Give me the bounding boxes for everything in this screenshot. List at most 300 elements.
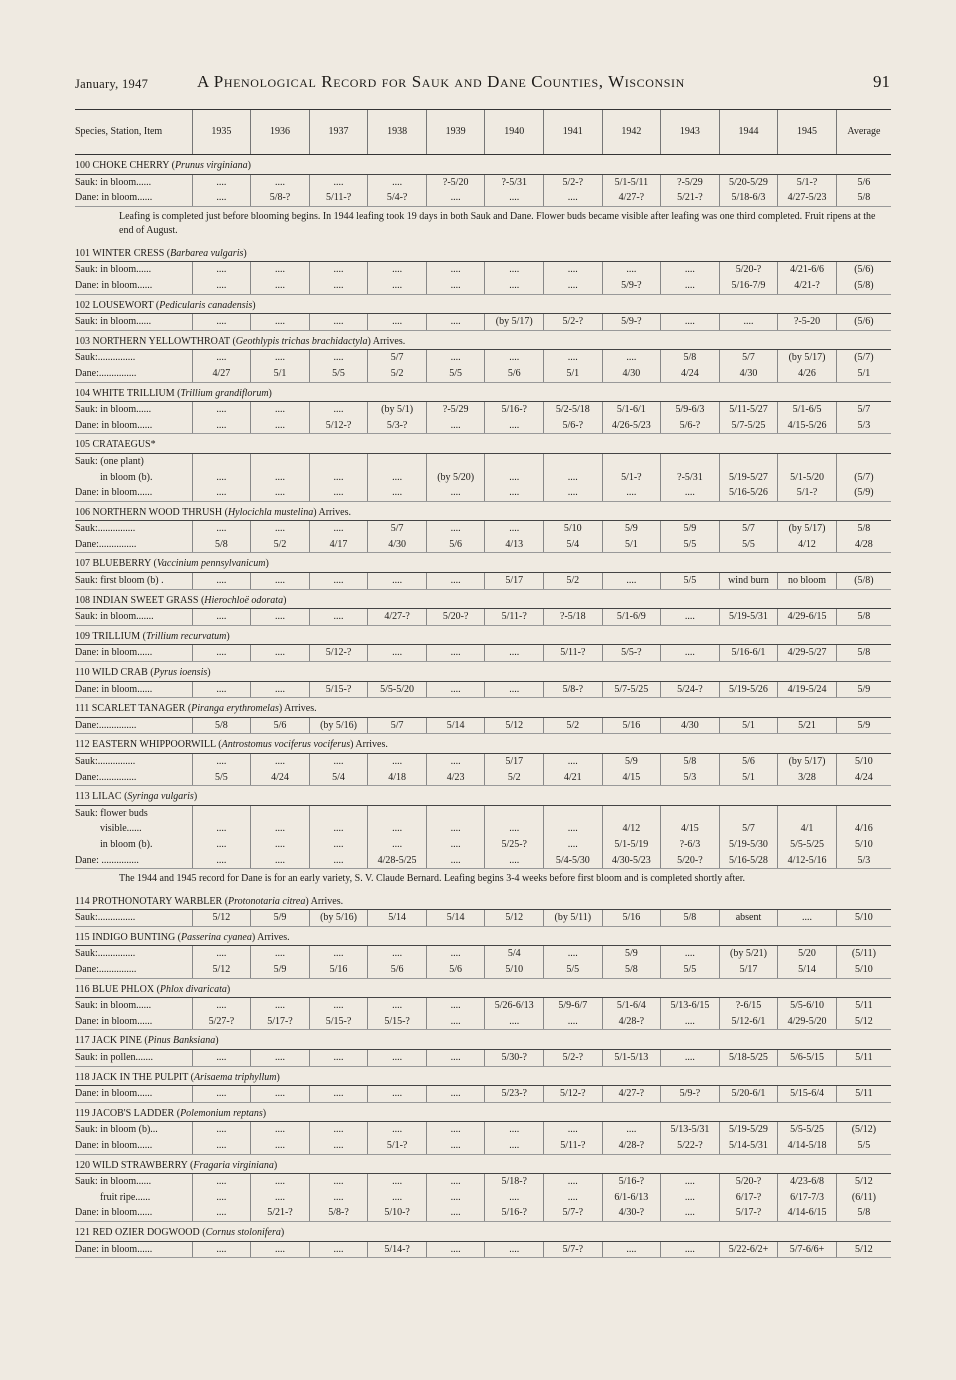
- table-cell: ....: [309, 609, 368, 626]
- table-cell: 5/9: [251, 962, 310, 978]
- table-row: [75, 573, 891, 590]
- table-row: [75, 402, 891, 418]
- row-label: Sauk: flower buds: [75, 805, 192, 821]
- species-heading: 101 WINTER CRESS (Barbarea vulgaris): [75, 247, 247, 259]
- table-cell: 5/12-?: [309, 418, 368, 434]
- table-cell: ....: [485, 190, 544, 206]
- table-cell: 5/1-?: [778, 174, 837, 190]
- table-cell: 5/20-?: [426, 609, 485, 626]
- table-cell: 5/5: [192, 770, 251, 786]
- table-cell: 5/7: [719, 350, 778, 366]
- table-cell: 5/4-5/30: [544, 853, 603, 869]
- table-cell: ....: [309, 1174, 368, 1190]
- table-cell: ....: [544, 470, 603, 486]
- table-cell: ....: [426, 837, 485, 853]
- table-cell: 5/6-?: [544, 418, 603, 434]
- table-row: [75, 962, 891, 978]
- table-cell: 5/9: [836, 681, 891, 698]
- table-cell: 4/26-5/23: [602, 418, 661, 434]
- table-cell: 5/1: [719, 770, 778, 786]
- table-cell: 5/1-?: [368, 1138, 427, 1154]
- table-cell: [368, 453, 427, 469]
- species-heading-row: [75, 155, 891, 175]
- table-cell: 5/15-?: [368, 1014, 427, 1030]
- issue-date: January, 1947: [75, 77, 149, 91]
- table-cell: 4/30: [602, 366, 661, 382]
- row-label: Sauk: first bloom (b) .: [75, 573, 192, 590]
- table-cell: 5/13-6/15: [661, 998, 720, 1014]
- table-cell: ....: [251, 1086, 310, 1103]
- table-cell: 5/1: [544, 366, 603, 382]
- table-cell: 5/16-5/26: [719, 485, 778, 501]
- table-cell: 3/28: [778, 770, 837, 786]
- table-cell: 5/2-?: [544, 174, 603, 190]
- species-heading: 104 WHITE TRILLIUM (Trillium grandiflorum): [75, 387, 272, 399]
- table-cell: ....: [309, 837, 368, 853]
- species-heading: 106 NORTHERN WOOD THRUSH (Hylocichla mustelina) Arrives.: [75, 506, 351, 518]
- table-cell: [309, 453, 368, 469]
- species-heading-row: [75, 243, 891, 262]
- species-name: 101 WINTER CRESS: [75, 247, 165, 259]
- table-cell: 4/27-5/23: [778, 190, 837, 206]
- table-cell: ....: [661, 262, 720, 278]
- table-cell: 5/21-?: [661, 190, 720, 206]
- table-row: [75, 946, 891, 962]
- table-cell: 5/14: [426, 717, 485, 734]
- table-cell: ....: [192, 1241, 251, 1258]
- heading-suffix: ): [280, 1226, 285, 1238]
- table-cell: 5/3: [836, 418, 891, 434]
- table-cell: 5/26-6/13: [485, 998, 544, 1014]
- table-cell: 5/8: [836, 645, 891, 662]
- table-cell: ....: [192, 1205, 251, 1221]
- table-cell: 5/16-?: [485, 1205, 544, 1221]
- row-label: Dane:...............: [75, 717, 192, 734]
- table-cell: 5/1-6/5: [778, 402, 837, 418]
- species-name: 103 NORTHERN YELLOWTHROAT: [75, 335, 230, 347]
- table-cell: (by 5/21): [719, 946, 778, 962]
- table-cell: 5/2-5/18: [544, 402, 603, 418]
- table-cell: ....: [309, 521, 368, 537]
- table-cell: 5/19-5/30: [719, 837, 778, 853]
- table-cell: 5/2: [251, 537, 310, 553]
- table-cell: 5/8: [836, 521, 891, 537]
- latin-name: Phlox divaricata: [159, 983, 227, 995]
- species-heading-row: [75, 382, 891, 402]
- table-cell: ....: [251, 1174, 310, 1190]
- latin-name: Syringa vulgaris: [127, 791, 194, 803]
- table-cell: 5/8-?: [309, 1205, 368, 1221]
- row-label: Sauk: in bloom......: [75, 998, 192, 1014]
- latin-name: Fragaria virginiana: [193, 1159, 274, 1171]
- table-cell: [251, 453, 310, 469]
- table-cell: 5/9: [602, 754, 661, 770]
- heading-suffix: ): [276, 1071, 280, 1083]
- table-row: [75, 350, 891, 366]
- note-row: [75, 869, 891, 891]
- table-cell: ....: [251, 521, 310, 537]
- table-cell: 6/17-?: [719, 1190, 778, 1206]
- table-cell: 4/21: [544, 770, 603, 786]
- species-heading-row: [75, 891, 891, 910]
- latin-name: Pedicularis canadensis: [159, 299, 253, 311]
- species-note: Leafing is completed just before blooming begins. In 1944 leafing took 19 days in both Sauk and Dane. Flower buds became visible after leafing was one third completed. Fruit ripens at the end of August.: [119, 210, 876, 237]
- table-cell: 4/15: [661, 821, 720, 837]
- latin-name: Geothlypis trichas brachidactyla: [235, 335, 368, 347]
- table-row: [75, 805, 891, 821]
- running-header: [75, 72, 890, 96]
- table-cell: [485, 805, 544, 821]
- table-cell: ?-5/20: [426, 174, 485, 190]
- column-header: Species, Station, Item: [75, 110, 192, 155]
- table-cell: 5/20-6/1: [719, 1086, 778, 1103]
- species-name: 108 INDIAN SWEET GRASS: [75, 594, 199, 606]
- table-cell: 4/24: [661, 366, 720, 382]
- table-cell: 4/29-5/27: [778, 645, 837, 662]
- table-row: [75, 278, 891, 294]
- table-cell: ....: [251, 350, 310, 366]
- table-cell: 4/15-5/26: [778, 418, 837, 434]
- heading-suffix: ): [252, 299, 256, 311]
- row-label: Sauk: in bloom......: [75, 402, 192, 418]
- table-cell: ....: [192, 998, 251, 1014]
- table-cell: 5/2: [368, 366, 427, 382]
- table-cell: 4/30-5/23: [602, 853, 661, 869]
- table-cell: [661, 453, 720, 469]
- table-row: [75, 190, 891, 206]
- table-cell: ....: [192, 681, 251, 698]
- row-label: Dane: in bloom......: [75, 418, 192, 434]
- table-row: [75, 453, 891, 469]
- row-label: Dane: in bloom......: [75, 278, 192, 294]
- species-heading: 117 JACK PINE (Pinus Banksiana): [75, 1035, 219, 1047]
- column-header: 1939: [426, 110, 485, 155]
- species-name: 109 TRILLIUM: [75, 630, 141, 642]
- table-cell: (5/8): [836, 278, 891, 294]
- row-label: Dane: in bloom......: [75, 1014, 192, 1030]
- table-row: [75, 1174, 891, 1190]
- table-cell: 4/12: [778, 537, 837, 553]
- table-cell: ....: [661, 1050, 720, 1067]
- table-cell: 4/27-?: [368, 609, 427, 626]
- table-cell: ....: [544, 1174, 603, 1190]
- table-cell: 4/30: [719, 366, 778, 382]
- table-cell: [836, 453, 891, 469]
- table-cell: ....: [251, 1050, 310, 1067]
- row-label: Dane: in bloom......: [75, 190, 192, 206]
- table-row: [75, 1241, 891, 1258]
- table-cell: 5/12: [836, 1014, 891, 1030]
- table-cell: ....: [485, 350, 544, 366]
- table-cell: 5/27-?: [192, 1014, 251, 1030]
- species-heading-row: [75, 978, 891, 998]
- table-cell: ....: [426, 645, 485, 662]
- table-cell: 5/12-?: [309, 645, 368, 662]
- species-heading: 114 PROTHONOTARY WARBLER (Protonotaria citrea) Arrives.: [75, 895, 344, 907]
- table-cell: 5/19-5/27: [719, 470, 778, 486]
- heading-suffix: ) Arrives.: [305, 895, 344, 907]
- table-cell: 5/12: [836, 1174, 891, 1190]
- species-name: 107 BLUEBERRY: [75, 558, 152, 570]
- table-cell: ....: [485, 1190, 544, 1206]
- species-heading-row: [75, 734, 891, 754]
- table-cell: ....: [426, 573, 485, 590]
- page-number: 91: [873, 72, 890, 91]
- table-cell: 5/11: [836, 998, 891, 1014]
- table-cell: ....: [426, 190, 485, 206]
- table-cell: 6/1-6/13: [602, 1190, 661, 1206]
- table-cell: ?-5/31: [661, 470, 720, 486]
- table-cell: 5/10: [836, 910, 891, 927]
- table-cell: ....: [192, 853, 251, 869]
- table-cell: ....: [426, 821, 485, 837]
- row-label: Dane: in bloom......: [75, 1138, 192, 1154]
- table-cell: ....: [426, 1014, 485, 1030]
- species-name: 112 EASTERN WHIPPOORWILL: [75, 739, 216, 751]
- latin-name: Pyrus ioensis: [153, 667, 208, 679]
- table-cell: [309, 805, 368, 821]
- column-header: 1936: [251, 110, 310, 155]
- table-cell: 5/8: [661, 910, 720, 927]
- table-cell: 5/1-6/9: [602, 609, 661, 626]
- table-cell: 5/14-?: [368, 1241, 427, 1258]
- table-cell: 5/9: [602, 946, 661, 962]
- table-cell: 4/27: [192, 366, 251, 382]
- table-cell: ....: [485, 485, 544, 501]
- table-cell: 5/11-?: [544, 1138, 603, 1154]
- table-cell: ....: [368, 573, 427, 590]
- table-cell: 5/14-5/31: [719, 1138, 778, 1154]
- table-cell: 5/12: [485, 910, 544, 927]
- table-cell: 5/16-?: [602, 1174, 661, 1190]
- table-cell: ....: [309, 174, 368, 190]
- table-cell: [192, 805, 251, 821]
- table-cell: 5/5: [544, 962, 603, 978]
- table-cell: 5/1-6/4: [602, 998, 661, 1014]
- table-cell: 5/22-6/2+: [719, 1241, 778, 1258]
- table-cell: ....: [661, 1174, 720, 1190]
- table-cell: ....: [426, 998, 485, 1014]
- row-label: Sauk: in bloom (b)...: [75, 1122, 192, 1138]
- table-cell: ....: [544, 485, 603, 501]
- species-name: 102 LOUSEWORT: [75, 299, 154, 311]
- table-cell: 5/13-5/31: [661, 1122, 720, 1138]
- table-row: [75, 485, 891, 501]
- table-cell: ....: [426, 946, 485, 962]
- table-cell: ....: [251, 853, 310, 869]
- table-cell: 5/18-5/25: [719, 1050, 778, 1067]
- table-cell: ....: [426, 853, 485, 869]
- table-cell: ....: [661, 485, 720, 501]
- table-cell: 5/16: [602, 910, 661, 927]
- table-cell: ?-6/3: [661, 837, 720, 853]
- heading-suffix: ) Arrives.: [367, 335, 406, 347]
- table-row: [75, 821, 891, 837]
- table-cell: 4/24: [251, 770, 310, 786]
- table-cell: ....: [602, 1241, 661, 1258]
- table-row: [75, 366, 891, 382]
- table-cell: 5/21-?: [251, 1205, 310, 1221]
- row-label: visible......: [75, 823, 142, 835]
- table-cell: 6/17-7/3: [778, 1190, 837, 1206]
- table-cell: ....: [661, 1190, 720, 1206]
- species-heading: 103 NORTHERN YELLOWTHROAT (Geothlypis trichas brachidactyla) Arrives.: [75, 335, 406, 347]
- table-cell: 5/16-?: [485, 402, 544, 418]
- table-cell: ....: [368, 1086, 427, 1103]
- table-cell: 5/7: [836, 402, 891, 418]
- table-cell: 5/23-?: [485, 1086, 544, 1103]
- table-cell: ....: [485, 278, 544, 294]
- table-cell: ....: [485, 853, 544, 869]
- table-cell: ....: [544, 1190, 603, 1206]
- table-cell: 4/12-5/16: [778, 853, 837, 869]
- species-name: 114 PROTHONOTARY WARBLER: [75, 895, 223, 907]
- table-cell: 5/1: [836, 366, 891, 382]
- table-cell: 5/6: [485, 366, 544, 382]
- table-cell: ....: [426, 485, 485, 501]
- table-cell: 5/12-?: [544, 1086, 603, 1103]
- table-row: [75, 770, 891, 786]
- table-cell: 5/1-6/1: [602, 402, 661, 418]
- table-cell: ....: [485, 262, 544, 278]
- row-label: Dane: in bloom......: [75, 645, 192, 662]
- table-cell: 5/20-5/29: [719, 174, 778, 190]
- table-cell: 5/2-?: [544, 1050, 603, 1067]
- latin-name: Trillium grandiflorum: [180, 387, 269, 399]
- species-name: 115 INDIGO BUNTING: [75, 931, 176, 943]
- table-cell: ....: [192, 1086, 251, 1103]
- table-cell: ....: [368, 174, 427, 190]
- column-header: 1938: [368, 110, 427, 155]
- table-cell: 5/22-?: [661, 1138, 720, 1154]
- row-label: Sauk: in bloom......: [75, 1174, 192, 1190]
- table-cell: ....: [251, 485, 310, 501]
- table-cell: 5/11-?: [485, 609, 544, 626]
- table-cell: 5/10: [485, 962, 544, 978]
- table-cell: 5/6-?: [661, 418, 720, 434]
- latin-name: Passerina cyanea: [181, 931, 252, 943]
- table-cell: 5/10: [836, 754, 891, 770]
- table-cell: ....: [426, 1138, 485, 1154]
- table-cell: 5/20-?: [719, 262, 778, 278]
- row-label: Dane: in bloom......: [75, 1241, 192, 1258]
- table-cell: [719, 453, 778, 469]
- table-cell: 5/3: [836, 853, 891, 869]
- table-cell: ....: [544, 837, 603, 853]
- table-cell: (5/7): [836, 470, 891, 486]
- species-name: 110 WILD CRAB: [75, 667, 148, 679]
- table-body: [75, 155, 891, 1258]
- table-cell: 5/10: [836, 837, 891, 853]
- table-cell: 5/8: [661, 754, 720, 770]
- table-cell: ....: [661, 1014, 720, 1030]
- table-cell: 5/1-5/11: [602, 174, 661, 190]
- table-cell: ....: [426, 1241, 485, 1258]
- table-cell: ....: [485, 681, 544, 698]
- species-heading-row: [75, 1030, 891, 1050]
- table-cell: ....: [192, 754, 251, 770]
- table-cell: 5/7: [719, 521, 778, 537]
- table-cell: 4/28-?: [602, 1014, 661, 1030]
- table-row: [75, 314, 891, 331]
- table-cell: ?-5-20: [778, 314, 837, 331]
- species-name: 121 RED OZIER DOGWOOD: [75, 1226, 200, 1238]
- table-cell: 5/16-5/28: [719, 853, 778, 869]
- column-header: 1945: [778, 110, 837, 155]
- table-cell: 4/30-?: [602, 1205, 661, 1221]
- table-cell: ....: [426, 1190, 485, 1206]
- table-cell: 5/4-?: [368, 190, 427, 206]
- table-cell: ....: [192, 485, 251, 501]
- table-cell: 5/15-6/4: [778, 1086, 837, 1103]
- table-cell: ....: [719, 314, 778, 331]
- table-cell: ....: [544, 278, 603, 294]
- table-cell: 5/7-6/6+: [778, 1241, 837, 1258]
- note-row: [75, 206, 891, 243]
- table-cell: 4/14-5/18: [778, 1138, 837, 1154]
- table-cell: 5/12: [485, 717, 544, 734]
- table-cell: 5/8: [192, 537, 251, 553]
- table-cell: ....: [309, 1190, 368, 1206]
- table-cell: [602, 805, 661, 821]
- table-cell: 5/2: [544, 717, 603, 734]
- species-name: 111 SCARLET TANAGER: [75, 703, 186, 715]
- table-cell: ....: [192, 314, 251, 331]
- table-cell: 5/3: [661, 770, 720, 786]
- table-cell: ....: [426, 1205, 485, 1221]
- species-heading: 119 JACOB'S LADDER (Polemonium reptans): [75, 1107, 267, 1119]
- table-cell: ....: [309, 314, 368, 331]
- table-row: [75, 1205, 891, 1221]
- table-cell: ....: [192, 278, 251, 294]
- table-cell: ....: [251, 402, 310, 418]
- species-heading: 102 LOUSEWORT (Pedicularis canadensis): [75, 299, 256, 311]
- species-name: 113 LILAC: [75, 791, 122, 803]
- table-cell: ....: [251, 1138, 310, 1154]
- table-cell: (5/11): [836, 946, 891, 962]
- table-cell: 5/9-6/7: [544, 998, 603, 1014]
- table-cell: 4/23: [426, 770, 485, 786]
- table-cell: 5/5: [309, 366, 368, 382]
- heading-suffix: ): [193, 791, 198, 803]
- table-cell: 5/4: [485, 946, 544, 962]
- table-cell: ....: [426, 278, 485, 294]
- table-cell: ....: [602, 573, 661, 590]
- table-cell: 5/1: [251, 366, 310, 382]
- table-cell: 5/20: [778, 946, 837, 962]
- table-cell: 5/10: [544, 521, 603, 537]
- heading-suffix: ) Arrives.: [278, 703, 317, 715]
- table-cell: 5/21: [778, 717, 837, 734]
- table-cell: 5/2-?: [544, 314, 603, 331]
- table-cell: 4/12: [602, 821, 661, 837]
- table-row: [75, 262, 891, 278]
- table-cell: 5/25-?: [485, 837, 544, 853]
- table-cell: ....: [544, 1122, 603, 1138]
- species-heading-row: [75, 1102, 891, 1122]
- species-name: 105 CRATAEGUS*: [75, 439, 156, 451]
- table-cell: ....: [368, 645, 427, 662]
- table-cell: ....: [309, 573, 368, 590]
- table-cell: 5/7: [368, 521, 427, 537]
- table-cell: ....: [426, 754, 485, 770]
- latin-name: Trillium recurvatum: [145, 630, 227, 642]
- row-label: Dane:...............: [75, 770, 192, 786]
- table-cell: ....: [661, 645, 720, 662]
- table-cell: ....: [368, 470, 427, 486]
- row-label: Dane: in bloom......: [75, 485, 192, 501]
- table-cell: ....: [661, 946, 720, 962]
